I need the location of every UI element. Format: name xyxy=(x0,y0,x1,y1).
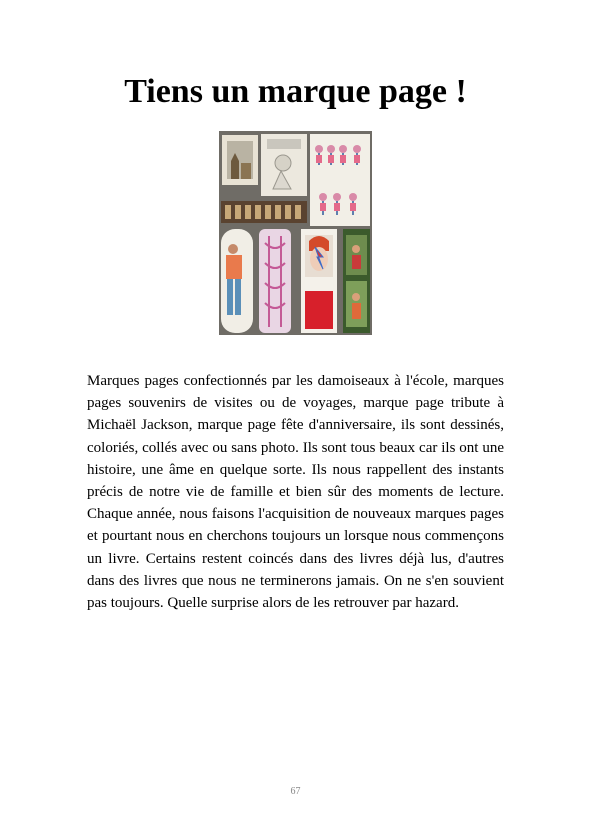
bookmarks-photo xyxy=(219,131,372,335)
body-paragraph: Marques pages confectionnés par les damoiseaux à l'école, marques pages souvenirs de visites ou de voyages, marque page tribute à Michaël Jackson, marque page fête d'anniversaire, ils sont dessinés, coloriés, collés avec ou sans photo. Ils sont tous beaux car ils ont une histoire, une âme en quelque sorte. Ils nous rappellent des instants précis de notre vie de famille et bien sûr des moments de lecture. Chaque année, nous faisons l'acquisition de nouveaux marques pages et pourtant nous en cherchons toujours un lorsque nous commençons un livre. Certains restent coincés dans des livres déjà lus, d'autres dans des livres que nous ne terminerons jamais. On ne s'en souvient pas toujours. Quelle surprise alors de les retrouver par hazard. xyxy=(87,373,504,612)
bookmarks-illustration xyxy=(219,131,372,335)
page-number: 67 xyxy=(290,786,301,797)
page-title: Tiens un marque page ! xyxy=(124,73,467,110)
